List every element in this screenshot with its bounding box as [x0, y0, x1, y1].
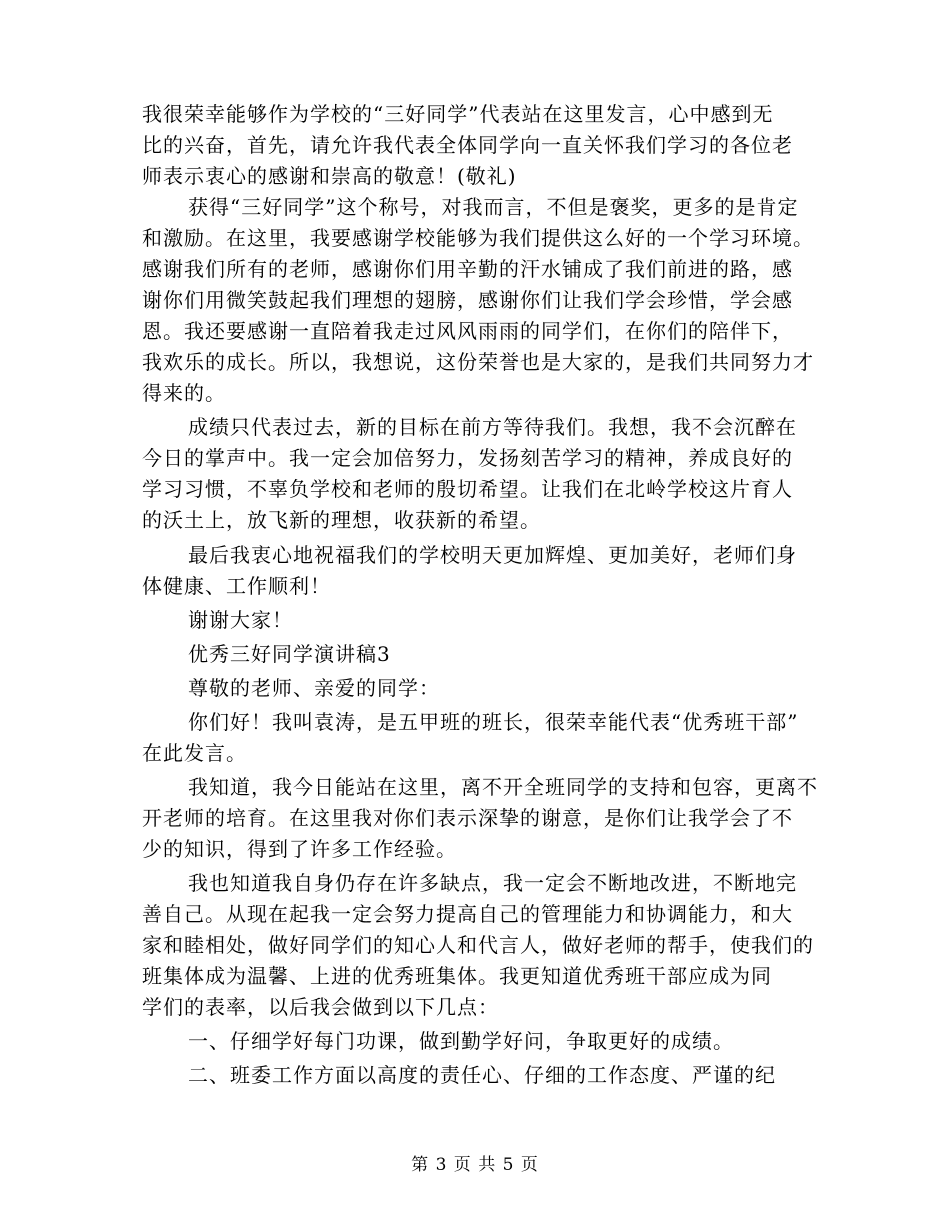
text-line: 师表示衷心的感谢和崇高的敬意！(敬礼)	[142, 164, 517, 188]
text-line: 少的知识，得到了许多工作经验。	[142, 837, 457, 861]
text-line: 在此发言。	[142, 741, 247, 765]
text-line: 谢谢大家！	[188, 608, 293, 632]
list-item: 一、仔细学好每门功课，做到勤学好问，争取更好的成绩。	[188, 1029, 734, 1053]
text-line: 比的兴奋，首先，请允许我代表全体同学向一直关怀我们学习的各位老	[142, 133, 793, 157]
text-line: 恩。我还要感谢一直陪着我走过风风雨雨的同学们，在你们的陪伴下，	[142, 319, 793, 343]
text-line: 今日的掌声中。我一定会加倍努力，发扬刻苦学习的精神，养成良好的	[142, 446, 793, 470]
text-line: 获得“三好同学”这个称号，对我而言，不但是褒奖，更多的是肯定	[188, 195, 799, 219]
text-line: 我很荣幸能够作为学校的“三好同学”代表站在这里发言，心中感到无	[142, 102, 774, 126]
text-line: 我也知道我自身仍存在许多缺点，我一定会不断地改进，不断地完	[188, 871, 797, 895]
text-line: 学们的表率，以后我会做到以下几点：	[142, 995, 499, 1019]
text-line: 得来的。	[142, 381, 226, 405]
text-line: 的沃土上，放飞新的理想，收获新的希望。	[142, 508, 541, 532]
text-line: 成绩只代表过去，新的目标在前方等待我们。我想，我不会沉醉在	[188, 415, 797, 439]
list-item: 二、班委工作方面以高度的责任心、仔细的工作态度、严谨的纪	[188, 1063, 776, 1087]
text-line: 家和睦相处，做好同学们的知心人和代言人，做好老师的帮手，使我们的	[142, 933, 814, 957]
text-line: 最后我衷心地祝福我们的学校明天更加辉煌、更加美好，老师们身	[188, 543, 797, 567]
text-line: 体健康、工作顺利！	[142, 574, 331, 598]
text-line: 我知道，我今日能站在这里，离不开全班同学的支持和包容，更离不	[188, 775, 818, 799]
text-line: 善自己。从现在起我一定会努力提高自己的管理能力和协调能力，和大	[142, 902, 793, 926]
section-heading: 优秀三好同学演讲稿3	[188, 642, 391, 666]
page-number-footer: 第 3 页 共 5 页	[411, 1155, 539, 1175]
text-line: 感谢我们所有的老师，感谢你们用辛勤的汗水铺成了我们前进的路，感	[142, 257, 793, 281]
text-line: 我欢乐的成长。所以，我想说，这份荣誉也是大家的，是我们共同努力才	[142, 350, 814, 374]
text-line: 开老师的培育。在这里我对你们表示深挚的谢意，是你们让我学会了不	[142, 806, 793, 830]
text-line: 和激励。在这里，我要感谢学校能够为我们提供这么好的一个学习环境。	[142, 226, 814, 250]
text-line: 你们好！我叫袁涛，是五甲班的班长，很荣幸能代表“优秀班干部”	[188, 710, 799, 734]
text-line: 班集体成为温馨、上进的优秀班集体。我更知道优秀班干部应成为同	[142, 964, 772, 988]
text-line: 尊敬的老师、亲爱的同学：	[188, 676, 440, 700]
text-line: 学习习惯，不辜负学校和老师的殷切希望。让我们在北岭学校这片育人	[142, 477, 793, 501]
text-line: 谢你们用微笑鼓起我们理想的翅膀，感谢你们让我们学会珍惜，学会感	[142, 288, 793, 312]
